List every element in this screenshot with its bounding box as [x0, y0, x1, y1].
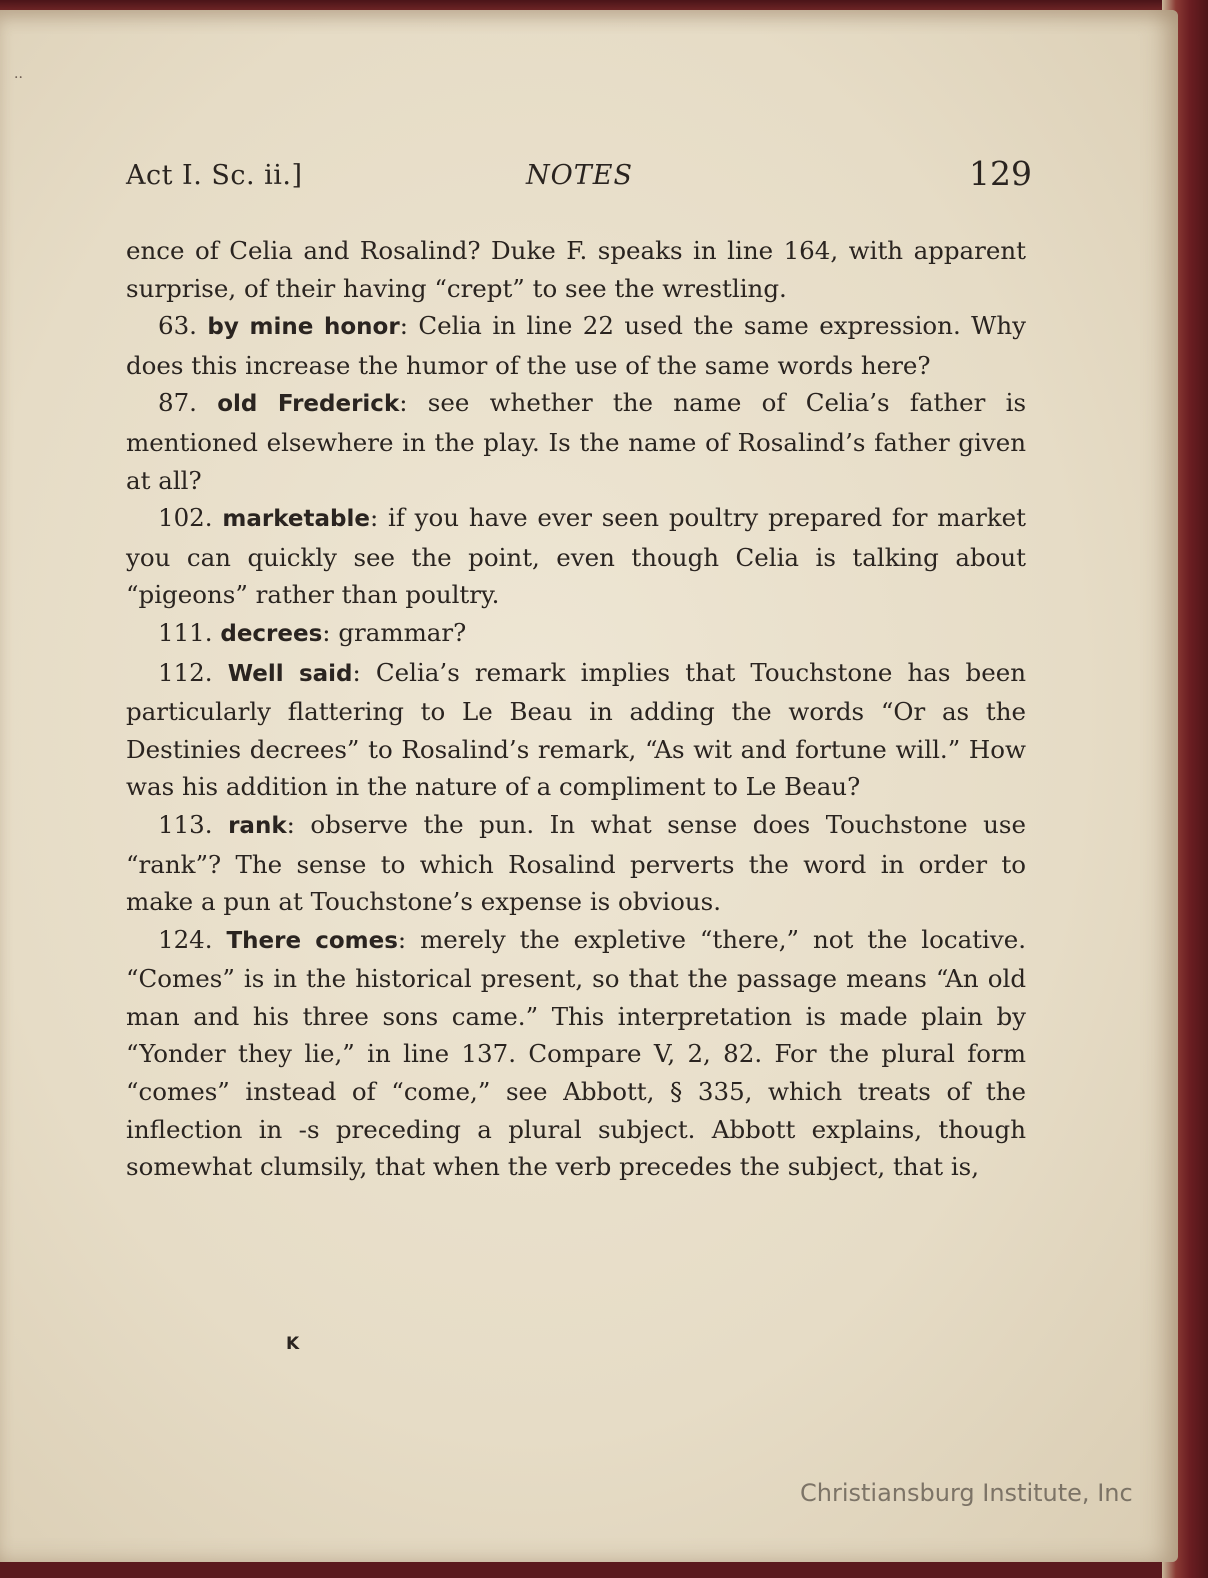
running-header: [126, 154, 1032, 198]
note-text: Celia’s remark implies that Touchstone has been particularly flattering to Le Beau in adding the words “Or as the Destinies decrees” to Rosalind’s remark, “As wit and fortune will.” How was his addition in the nature of a compliment to Le Beau?: [126, 657, 1027, 802]
note-112: 112. Well said: Celia’s remark implies that Touchstone has been particularly flattering to Le Beau in adding the words “Or as the Destinies decrees” to Rosalind’s remark, “As wit and fortune will.” How was his addition in the nature of a compliment to Le Beau?: [126, 657, 1027, 802]
note-111: 111. decrees: grammar?: [158, 617, 467, 647]
note-term: There comes: [226, 927, 398, 954]
note-124: 124. There comes: merely the expletive “there,” not the locative. “Comes” is in the historical present, so that the passage means “An old man and his three sons came.” This interpretation is made plain by “Yonder they lie,” in line 137. Compare V, 2, 82. For the plural form “comes” instead of “come,” see Abbott, § 335, which treats of the inflection in -s preceding a plural subject. Abbott explains, though somewhat clumsily, that when the verb precedes the subject, that is,: [126, 924, 1026, 1182]
note-number: 124.: [158, 924, 213, 954]
note-87: 87. old Frederick: see whether the name of Celia’s father is mentioned elsewhere in the play. Is the name of Rosalind’s father given at all?: [126, 388, 1027, 495]
continued-paragraph: ence of Celia and Rosalind? Duke F. speaks in line 164, with apparent surprise, of their having “crept” to see the wrestling.: [126, 236, 1026, 303]
note-text: observe the pun. In what sense does Touchstone use “rank”? The sense to which Rosalind perverts the word in order to make a pun at Touchstone’s expense is obvious.: [126, 809, 1026, 917]
note-number: 102.: [158, 503, 213, 533]
note-term: old Frederick: [217, 391, 400, 418]
notes-body: [126, 232, 1026, 1186]
note-term: marketable: [222, 506, 370, 533]
note-term: by mine honor: [207, 314, 400, 341]
note-term: rank: [228, 812, 287, 839]
note-number: 87.: [158, 388, 197, 418]
note-text: Celia in line 22 used the same expression. Why does this increase the humor of the use of the same words here?: [126, 311, 1026, 380]
note-number: 112.: [158, 657, 213, 687]
note-text: if you have ever seen poultry prepared for market you can quickly see the point, even though Celia is talking about “pigeons” rather than poultry.: [126, 503, 1026, 610]
note-term: Well said: [227, 660, 353, 687]
note-number: 111.: [158, 617, 213, 647]
watermark-text: Christiansburg Institute, Inc: [800, 1479, 1133, 1507]
signature-mark: K: [286, 1334, 301, 1354]
note-text: merely the expletive “there,” not the locative. “Comes” is in the historical present, so that the passage means “An old man and his three sons came.” This interpretation is made plain by “Yonder they lie,” in line 137. Compare V, 2, 82. For the plural form “comes” instead of “come,” see Abbott, § 335, which treats of the inflection in -s preceding a plural subject. Abbott explains, though somewhat clumsily, that when the verb precedes the subject, that is,: [126, 924, 1026, 1182]
header-title: NOTES: [526, 160, 633, 191]
note-number: 113.: [158, 809, 213, 839]
note-102: 102. marketable: if you have ever seen poultry prepared for market you can quickly see the point, even though Celia is talking about “pigeons” rather than poultry.: [126, 503, 1026, 610]
header-act-scene: Act I. Sc. ii.]: [126, 160, 303, 191]
note-term: decrees: [220, 620, 323, 647]
margin-specks: ··: [14, 70, 23, 86]
note-113: 113. rank: observe the pun. In what sense does Touchstone use “rank”? The sense to which Rosalind perverts the word in order to make a pun at Touchstone’s expense is obvious.: [126, 809, 1026, 917]
note-text: see whether the name of Celia’s father is mentioned elsewhere in the play. Is the name of Rosalind’s father given at all?: [126, 388, 1027, 495]
page-number: 129: [969, 154, 1032, 193]
note-number: 63.: [158, 311, 197, 341]
note-text: grammar?: [338, 617, 467, 647]
note-63: 63. by mine honor: Celia in line 22 used the same expression. Why does this increase the humor of the use of the same words here?: [126, 311, 1026, 380]
